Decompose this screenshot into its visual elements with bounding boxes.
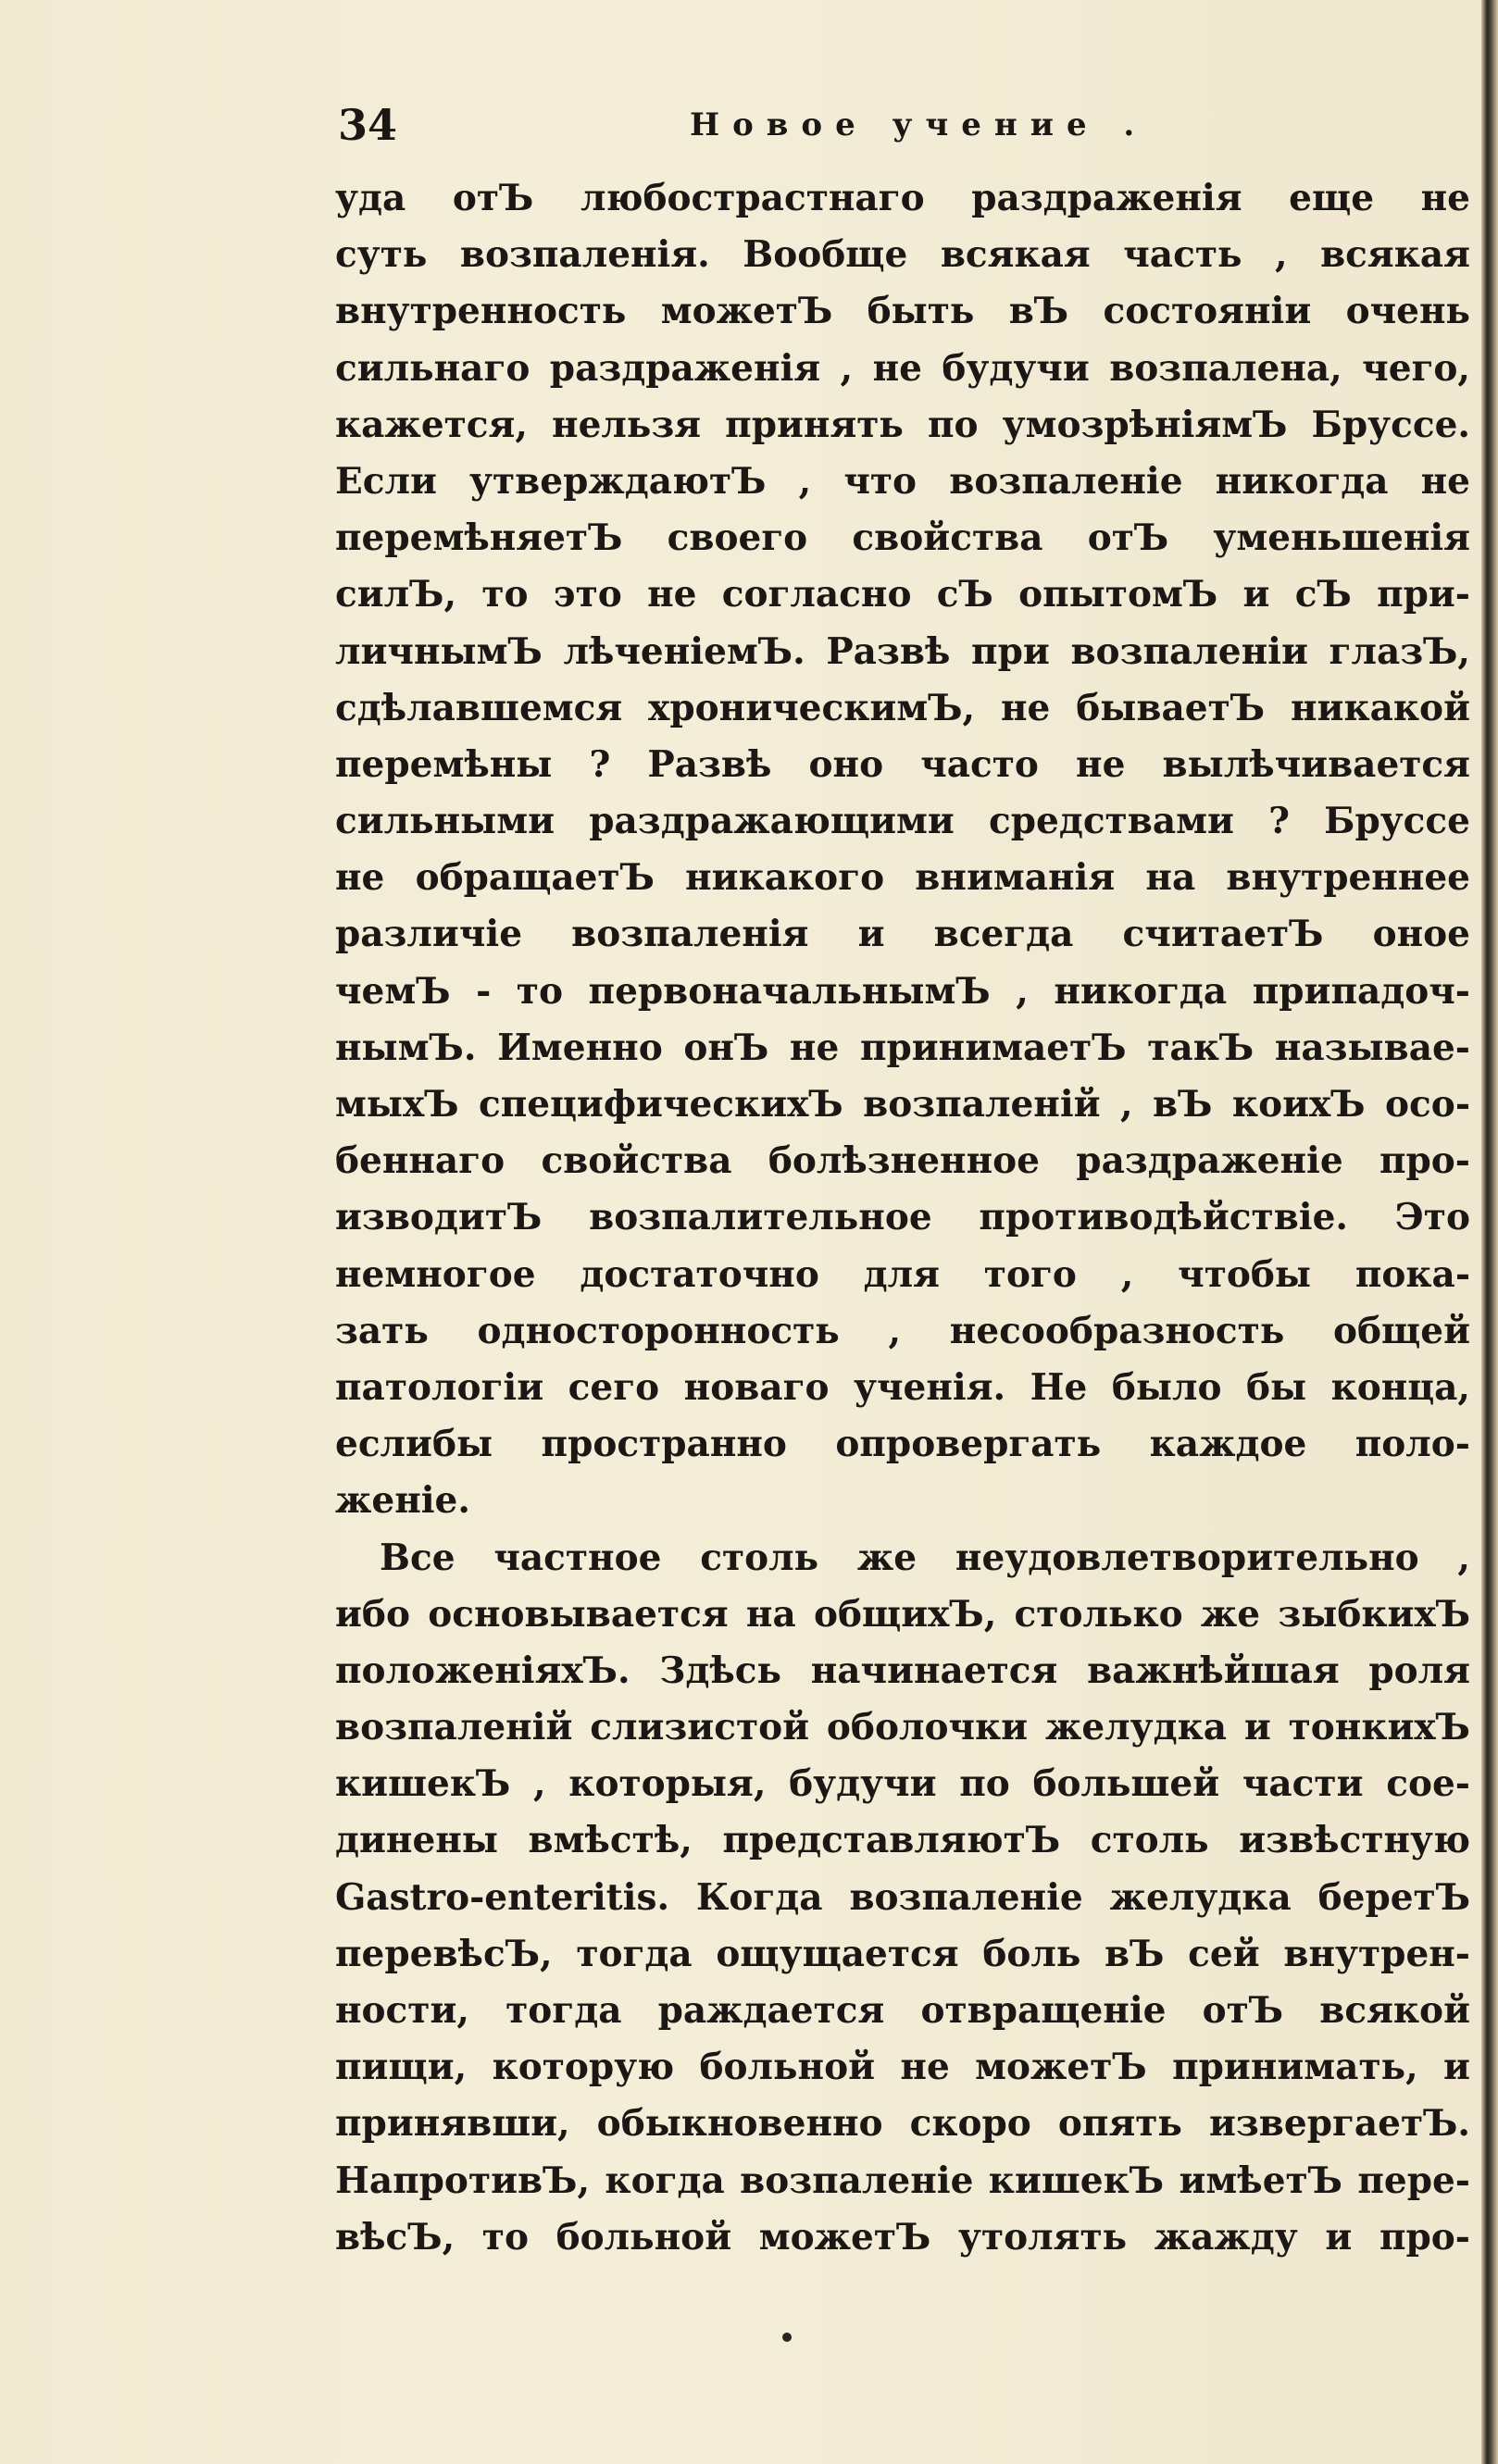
page-edge-shadow xyxy=(1481,0,1498,2464)
text-line: еслибы пространно опровергать каждое поло- xyxy=(335,1423,1470,1466)
text-line: зать односторонность , несообразность общей xyxy=(335,1309,1470,1352)
text-line: уда отЪ любострастнаго раздраженія еще не xyxy=(335,177,1470,219)
text-line: перемѣняетЪ своего свойства отЪ уменьшенія xyxy=(335,516,1470,560)
body-text xyxy=(335,170,1470,2266)
text-line: ности, тогда раждается отвращеніе отЪ всякой xyxy=(335,1989,1470,2032)
text-line: сдѣлавшемся хроническимЪ, не бываетЪ никакой xyxy=(335,686,1470,729)
text-line: динены вмѣстѣ, представляютЪ столь извѣстную xyxy=(335,1819,1470,1862)
text-line: НапротивЪ, когда возпаленіе кишекЪ имѣетЪ пере- xyxy=(335,2159,1470,2202)
text-line: изводитЪ возпалительное противодѣйствіе. Это xyxy=(335,1196,1470,1239)
text-line: перемѣны ? Развѣ оно часто не вылѣчивается xyxy=(335,742,1470,786)
text-line: Gastro-enteritis. Когда возпаленіе желудка беретЪ xyxy=(335,1875,1470,1919)
text-line: пищи, которую больной не можетЪ принимать, и xyxy=(335,2046,1470,2089)
text-line: силЪ, то это не согласно сЪ опытомЪ и сЪ при- xyxy=(335,573,1470,616)
page-header xyxy=(338,93,1467,157)
text-line: беннаго свойства болѣзненное раздраженіе про- xyxy=(335,1139,1470,1183)
running-head: Новое учение . xyxy=(690,106,1148,143)
text-line: принявши, обыкновенно скоро опять извергаетЪ. xyxy=(335,2102,1470,2146)
text-line: ибо основывается на общихЪ, столько же зыбкихЪ xyxy=(335,1592,1470,1636)
text-line: кишекЪ , которыя, будучи по большей части сое- xyxy=(335,1762,1470,1806)
text-line: Если утверждаютЪ , что возпаленіе никогда не xyxy=(335,459,1470,503)
text-line: не обращаетЪ никакого вниманія на внутреннее xyxy=(335,856,1470,900)
text-line: женіе. xyxy=(335,1479,470,1523)
text-line: перевѣсЪ, тогда ощущается боль вЪ сей внутрен- xyxy=(335,1932,1470,1975)
text-line: внутренность можетЪ быть вЪ состояніи очень xyxy=(335,290,1470,333)
text-line: патологіи сего новаго ученія. Не было бы конца, xyxy=(335,1365,1470,1409)
text-line: Все частное столь же неудовлетворительно , xyxy=(380,1536,1470,1579)
text-line: личнымЪ лѣченіемЪ. Развѣ при возпаленіи глазЪ, xyxy=(335,629,1470,673)
text-line: возпаленій слизистой оболочки желудка и тонкихЪ xyxy=(335,1706,1470,1749)
text-line: сильнаго раздраженія , не будучи возпалена, чего, xyxy=(335,346,1470,390)
footer-ink-dot xyxy=(782,2333,792,2342)
text-line: кажется, нельзя принять по умозрѣніямЪ Бруссе. xyxy=(335,403,1470,446)
text-line: суть возпаленія. Вообще всякая часть , всякая xyxy=(335,233,1470,277)
text-line: немногое достаточно для того , чтобы пока- xyxy=(335,1252,1470,1296)
text-line: мыхЪ специфическихЪ возпаленій , вЪ коихЪ осо- xyxy=(335,1083,1470,1126)
text-line: чемЪ - то первоначальнымЪ , никогда припадоч- xyxy=(335,969,1470,1013)
text-line: положеніяхЪ. Здѣсь начинается важнѣйшая роля xyxy=(335,1649,1470,1692)
text-line: вѣсЪ, то больной можетЪ утолять жажду и про- xyxy=(335,2215,1470,2259)
text-line: различіе возпаленія и всегда считаетЪ оное xyxy=(335,913,1470,956)
page-number: 34 xyxy=(338,100,398,150)
text-line: сильными раздражающими средствами ? Бруссе xyxy=(335,800,1470,843)
text-line: нымЪ. Именно онЪ не принимаетЪ такЪ называе- xyxy=(335,1026,1470,1069)
